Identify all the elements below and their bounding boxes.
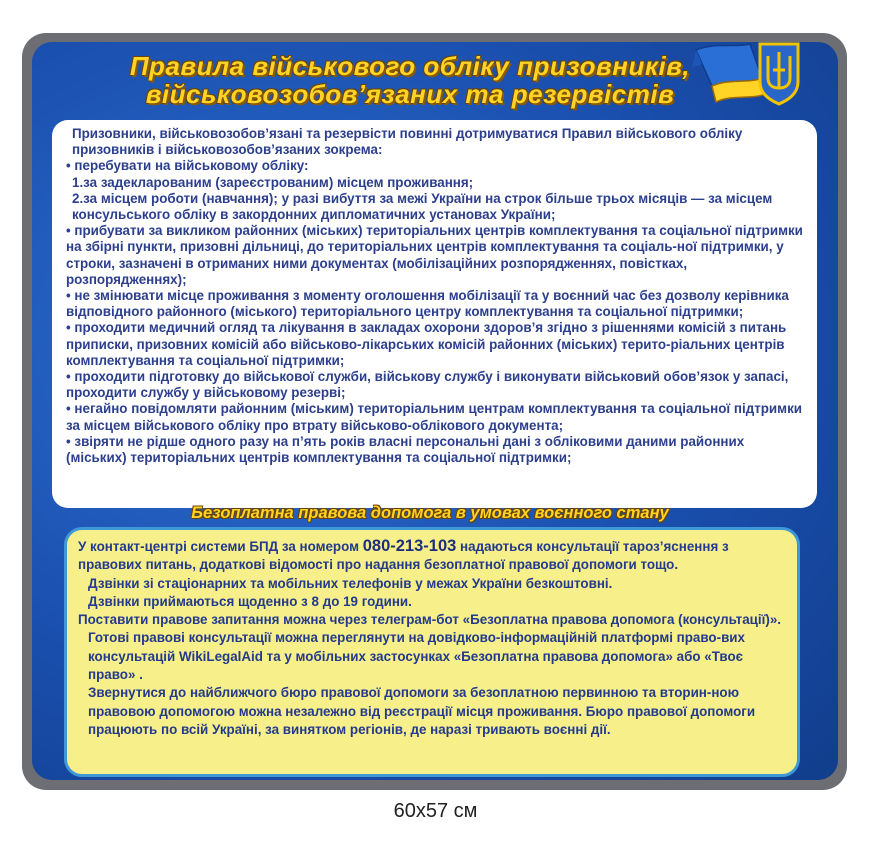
help-line-6: Звернутися до найближчого бюро правової допомоги за безоплатною первинною та вторин-ною правовою допомогою можна незалежно від реєстрації місця проживання. Бюро правової допомоги працюють по всій Україні, за винятком регіонів, де наразі тривають воєнні дії. [88, 685, 756, 737]
rule-item: 2.за місцем роботи (навчання); у разі вибуття за межі України на строк більше трьох місяців — за місцем консульського обліку в закордонних дипломатичних установах України; [72, 190, 773, 223]
help-line-5: Готові правові консультації можна переглянути на довідково-інформаційній платформі право-вих консультацій WikiLegalAid та у мобільних застосунках «Безоплатна правова допомога» або «Твоє право» . [88, 630, 745, 683]
rule-item: • проходити підготовку до військової служби, військову службу і виконувати військовий обов’язок у запасі, проходити службу у військовому резерві; [66, 369, 789, 401]
rule-item: • прибувати за викликом районних (міських) територіальних центрів комплектування та соціальної підтримки на збірні пункти, призовні дільниці, до територіальних центрів комплектування та соціаль-ної підтримки, у строки, зазначені в отриманих ними документах (мобілізаційних розпорядженнях, повістках, розпорядженнях); [66, 223, 803, 287]
help-line-1-start: У контакт-центрі системи БПД за номером [78, 539, 363, 554]
help-line-1 [78, 537, 790, 575]
size-label: 60x57 см [393, 800, 478, 822]
trident-emblem-icon [756, 40, 802, 106]
rule-item: • звіряти не рідше одного разу на п’ять років власні персональні дані з обліковими даними районних (міських) територіальних центрів комплектування та соціальної підтримки; [66, 433, 745, 466]
legal-aid-text [78, 537, 790, 739]
poster-title [80, 52, 740, 108]
rule-item: • проходити медичний огляд та лікування в закладах охорони здоров’я згідно з рішеннями комісій з питань приписки, призовних комісій або військово-лікарських комісій районних (міських) терито-ріальних центрів комплектування та соціальної підтримки; [66, 320, 787, 368]
rules-intro: Призовники, військовозобов’язані та резервісти повинні дотримуватися Правил військового обліку призовників і військовозобов’язаних зокрема: [72, 126, 743, 158]
rule-item: • перебувати на військовому обліку: [66, 158, 309, 174]
rule-item: 1.за задекларованим (зареєстрованим) місцем проживання; [72, 174, 474, 190]
rule-item: • не змінювати місце проживання з моменту оголошення мобілізації та у воєнний час без дозволу керівника відповідного районного (міського) територіального центру комплектування та соціальної підтримки; [66, 288, 789, 320]
section-subtitle: Безоплатна правова допомога в умовах воєнного стану [191, 504, 669, 522]
rule-item: • негайно повідомляти районним (міським) територіальним центрам комплектування та соціальної підтримки за місцем військового обліку про втрату військово-облікового документа; [66, 401, 803, 433]
help-line-2: Дзвінки зі стаціонарних та мобільних телефонів у межах України безкоштовні. [88, 575, 613, 591]
title-line-2: військовозобов’язаних та резервістів [145, 79, 675, 109]
phone-number: 080-213-103 [362, 537, 457, 555]
help-line-1-end: надаються консультації тароз’яснення з правових питань, додаткові відомості про надання безоплатної правової допомоги тощо. [78, 539, 729, 573]
title-line-1: Правила військового обліку призовників, [129, 51, 691, 81]
rules-text [66, 126, 806, 466]
help-line-3: Дзвінки приймаються щоденно з 8 до 19 години. [88, 593, 412, 609]
help-line-4: Поставити правове запитання можна через телеграм-бот «Безоплатна правова допомога (консультації)». [78, 612, 781, 628]
